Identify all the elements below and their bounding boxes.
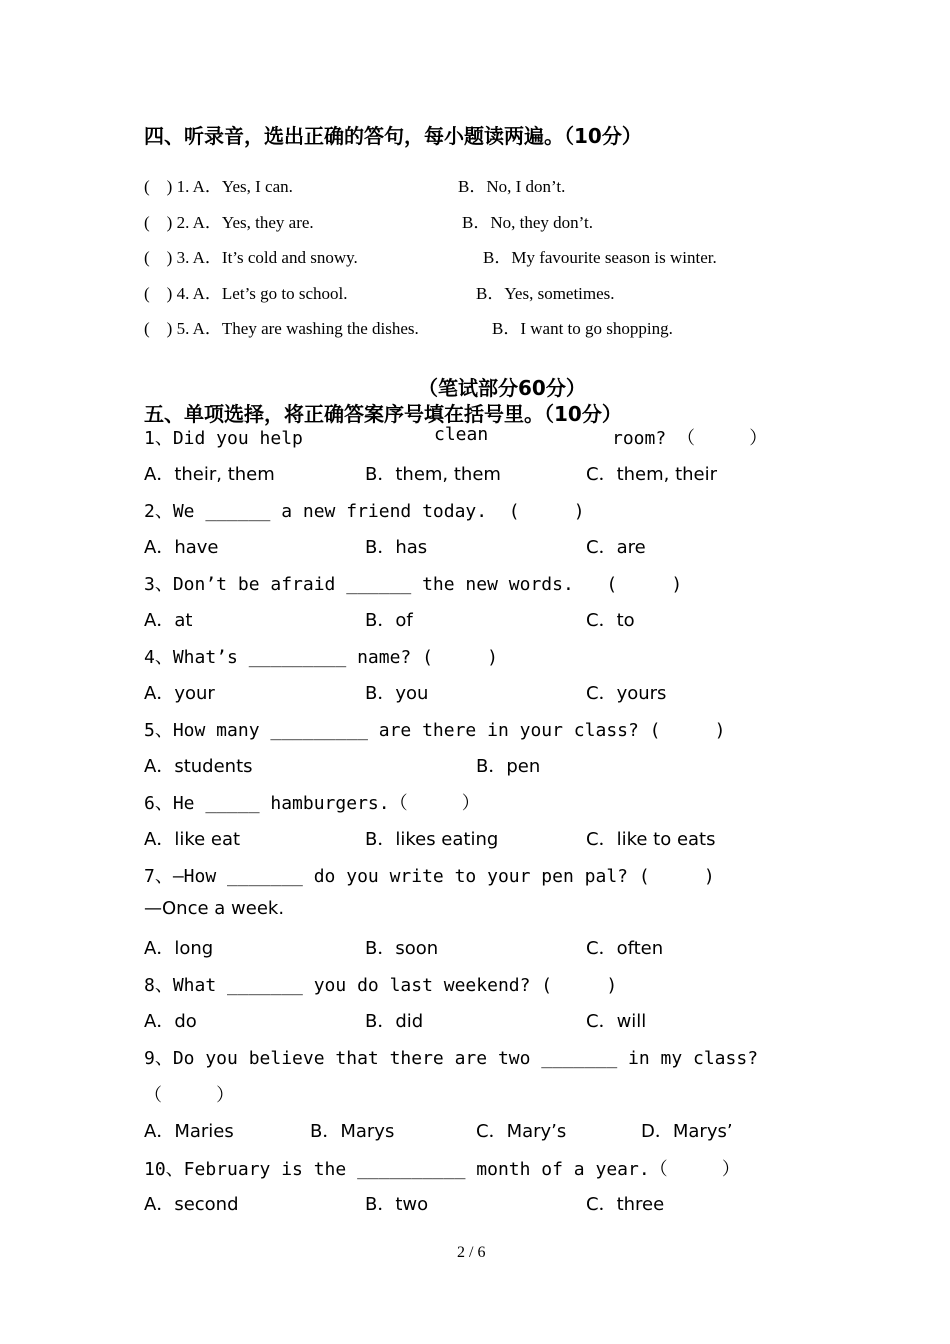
question-4: 4、What’s _________ name? ( ): [144, 647, 498, 668]
listen-item-1-question: ( ) 1. A．Yes, I can.: [144, 177, 293, 196]
question-3-option-a: A．at: [144, 610, 193, 631]
page-number: 2 / 6: [457, 1244, 486, 1261]
question-2: 2、We ______ a new friend today. ( ): [144, 501, 585, 522]
question-7: 7、—How _______ do you write to your pen pal? ( ): [144, 866, 715, 887]
question-9-bracket: （ ）: [144, 1085, 235, 1106]
question-2-option-a: A．have: [144, 537, 219, 558]
question-10-option-a: A．second: [144, 1194, 239, 1215]
listen-item-5-option-b: B．I want to go shopping.: [492, 319, 673, 338]
listen-item-4-option-b: B．Yes, sometimes.: [476, 284, 615, 303]
question-7-option-c: C．often: [586, 938, 664, 959]
question-7-answer-line: —Once a week.: [144, 898, 285, 919]
question-8-option-a: A．do: [144, 1011, 197, 1032]
question-1-part2: clean: [434, 424, 489, 445]
question-1-part3: room? （ ）: [612, 428, 768, 449]
question-6-option-c: C．like to eats: [586, 829, 716, 850]
section5-title: 五、单项选择，将正确答案序号填在括号里。（10分）: [144, 402, 622, 426]
question-9-option-c: C．Mary’s: [476, 1121, 567, 1142]
question-8-option-b: B．did: [365, 1011, 424, 1032]
question-4-option-b: B．you: [365, 683, 429, 704]
question-3: 3、Don’t be afraid ______ the new words. ( ): [144, 574, 683, 595]
question-6: 6、He _____ hamburgers.（ ）: [144, 793, 480, 814]
question-4-option-c: C．yours: [586, 683, 667, 704]
question-8: 8、What _______ you do last weekend? ( ): [144, 975, 618, 996]
question-10-option-c: C．three: [586, 1194, 665, 1215]
question-2-option-b: B．has: [365, 537, 428, 558]
listen-item-3-question: ( ) 3. A．It’s cold and snowy.: [144, 248, 358, 267]
listen-item-5-question: ( ) 5. A．They are washing the dishes.: [144, 319, 419, 338]
question-5-option-a: A．students: [144, 756, 253, 777]
question-10: 10、February is the __________ month of a year.（ ）: [144, 1159, 740, 1180]
question-8-option-c: C．will: [586, 1011, 647, 1032]
question-7-option-b: B．soon: [365, 938, 439, 959]
question-4-option-a: A．your: [144, 683, 215, 704]
question-1-option-c: C．them, their: [586, 464, 718, 485]
question-6-option-b: B．likes eating: [365, 829, 499, 850]
question-6-option-a: A．like eat: [144, 829, 241, 850]
written-part-subtitle: （笔试部分60分）: [418, 376, 586, 400]
question-2-option-c: C．are: [586, 537, 646, 558]
question-1-option-b: B．them, them: [365, 464, 501, 485]
question-9: 9、Do you believe that there are two _______ in my class?: [144, 1048, 759, 1069]
question-1-option-a: A．their, them: [144, 464, 275, 485]
question-5-option-b: B．pen: [476, 756, 541, 777]
question-5: 5、How many _________ are there in your class? ( ): [144, 720, 726, 741]
question-9-option-b: B．Marys: [310, 1121, 395, 1142]
section4-title: 四、听录音，选出正确的答句，每小题读两遍。（10分）: [144, 124, 642, 148]
question-9-option-a: A．Maries: [144, 1121, 234, 1142]
listen-item-4-question: ( ) 4. A．Let’s go to school.: [144, 284, 348, 303]
question-1-part1: 1、Did you help: [144, 428, 303, 449]
question-3-option-b: B．of: [365, 610, 413, 631]
listen-item-2-question: ( ) 2. A．Yes, they are.: [144, 213, 314, 232]
listen-item-2-option-b: B．No, they don’t.: [462, 213, 593, 232]
question-7-option-a: A．long: [144, 938, 214, 959]
question-3-option-c: C．to: [586, 610, 635, 631]
question-10-option-b: B．two: [365, 1194, 429, 1215]
question-9-option-d: D．Marys’: [641, 1121, 733, 1142]
listen-item-1-option-b: B．No, I don’t.: [458, 177, 566, 196]
listen-item-3-option-b: B．My favourite season is winter.: [483, 248, 717, 267]
